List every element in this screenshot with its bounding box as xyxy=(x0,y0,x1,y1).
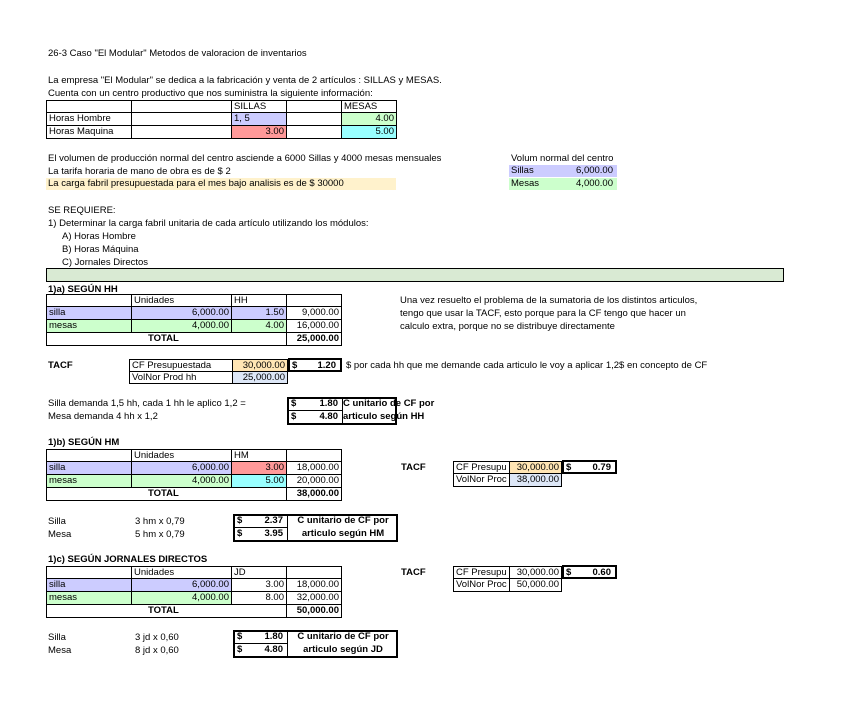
hm-res-label-1: C unitario de CF por xyxy=(297,515,389,526)
hh-vol-label: VolNor Prod hh xyxy=(129,371,233,384)
hh-tacf-note: $ por cada hh que me demande cada articulo le voy a aplicar 1,2$ en concepto de CF xyxy=(346,360,708,371)
jd-total-label: TOTAL xyxy=(148,605,179,616)
hm-header-unidades: Unidades xyxy=(131,449,232,462)
volumen-header: Volum normal del centro xyxy=(511,153,614,164)
hm-row-label: silla xyxy=(46,461,132,475)
info-hm-sillas: 3.00 xyxy=(231,125,287,139)
hm-tacf-currency: $ xyxy=(566,462,572,473)
hm-calc-label-2: Mesa xyxy=(48,529,72,540)
hh-total-label: TOTAL xyxy=(148,333,179,344)
requirement-c: C) Jornales Directos xyxy=(62,257,149,268)
jd-row-unidades: 4,000.00 xyxy=(131,591,232,605)
jd-calc-expr-1: 3 jd x 0,60 xyxy=(135,632,179,643)
jd-row-total: 32,000.00 xyxy=(286,591,342,605)
hh-row-label: silla xyxy=(46,306,132,320)
hh-cf-label: CF Presupuestada xyxy=(129,359,233,372)
hm-vol-label: VolNor Proc xyxy=(453,473,510,487)
hh-note-2: tengo que usar la TACF, esto porque para la CF tengo que hacer un xyxy=(400,308,686,319)
hm-cf-label: CF Presupu xyxy=(453,461,510,474)
hh-vol-value: 25,000.00 xyxy=(232,371,288,384)
hh-cf-value: 30,000.00 xyxy=(232,359,288,372)
jd-row-label: silla xyxy=(46,578,132,592)
requirement-b: B) Horas Máquina xyxy=(62,244,139,255)
info-blank-cell xyxy=(131,112,232,126)
hm-tacf-label: TACF xyxy=(401,462,426,473)
jd-row-label: mesas xyxy=(46,591,132,605)
hm-calc-expr-1: 3 hm x 0,79 xyxy=(135,516,185,527)
hh-total-value: 25,000.00 xyxy=(286,332,342,346)
intro-line-1: La empresa "El Modular" se dedica a la fabricación y venta de 2 artículos : SILLAS y MESAS. xyxy=(48,75,442,86)
jd-total-value: 50,000.00 xyxy=(286,604,342,618)
hh-row-factor: 4.00 xyxy=(231,319,287,333)
section-jd-title: 1)c) SEGÚN JORNALES DIRECTOS xyxy=(48,554,208,565)
jd-res-1: 1.80 xyxy=(264,631,283,642)
info-header-sillas: SILLAS xyxy=(231,100,287,113)
hm-tacf-value: 0.79 xyxy=(592,462,611,473)
hm-vol-value: 38,000.00 xyxy=(509,473,562,487)
jd-res-currency-1: $ xyxy=(237,631,243,642)
hm-res-label-2: articulo según HM xyxy=(301,528,385,539)
hm-calc-expr-2: 5 hm x 0,79 xyxy=(135,529,185,540)
hh-row-total: 9,000.00 xyxy=(286,306,342,320)
jd-tacf-result xyxy=(562,565,617,579)
jd-cf-label: CF Presupu xyxy=(453,566,510,579)
info-blank-cell xyxy=(286,125,342,139)
info-header-mesas: MESAS xyxy=(341,100,397,113)
hm-total-label: TOTAL xyxy=(148,488,179,499)
jd-header-factor: JD xyxy=(231,566,287,579)
hm-row-total: 20,000.00 xyxy=(286,474,342,488)
hm-res-2: 3.95 xyxy=(264,528,283,539)
volumen-mesas-label: Mesas xyxy=(509,178,563,190)
hh-calc-1: Silla demanda 1,5 hh, cada 1 hh le aplico 1,2 = xyxy=(48,398,246,409)
hh-tacf-result xyxy=(288,358,342,372)
jd-res-currency-2: $ xyxy=(237,644,243,655)
hm-total-value: 38,000.00 xyxy=(286,487,342,501)
hh-res-1: 1.80 xyxy=(319,398,338,409)
jd-tacf-currency: $ xyxy=(566,567,572,578)
hm-row-total: 18,000.00 xyxy=(286,461,342,475)
jd-calc-label-1: Silla xyxy=(48,632,66,643)
jd-res-label-1: C unitario de CF por xyxy=(297,631,389,642)
hh-res-2: 4.80 xyxy=(319,411,338,422)
hm-header-factor: HM xyxy=(231,449,287,462)
hh-tacf-currency: $ xyxy=(292,360,298,371)
hh-tacf-value: 1.20 xyxy=(317,360,336,371)
info-blank-cell xyxy=(131,125,232,139)
requirements-line: 1) Determinar la carga fabril unitaria de cada artículo utilizando los módulos: xyxy=(48,218,369,229)
volumen-mesas-value: 4,000.00 xyxy=(563,178,617,190)
intro-line-2: Cuenta con un centro productivo que nos suministra la siguiente información: xyxy=(48,88,373,99)
hm-row-unidades: 6,000.00 xyxy=(131,461,232,475)
jd-header-unidades: Unidades xyxy=(131,566,232,579)
hh-row-unidades: 4,000.00 xyxy=(131,319,232,333)
hh-row-factor: 1.50 xyxy=(231,306,287,320)
info-row-label: Horas Hombre xyxy=(46,112,132,126)
section-separator xyxy=(46,268,784,282)
hh-row-label: mesas xyxy=(46,319,132,333)
info-hh-sillas: 1, 5 xyxy=(231,112,287,126)
hm-row-factor: 5.00 xyxy=(231,474,287,488)
jd-calc-label-2: Mesa xyxy=(48,645,72,656)
statement-tarifa: La tarifa horaria de mano de obra es de $ 2 xyxy=(48,166,231,177)
info-blank-cell xyxy=(286,112,342,126)
jd-row-total: 18,000.00 xyxy=(286,578,342,592)
hh-row-total: 16,000.00 xyxy=(286,319,342,333)
document-title: 26-3 Caso "El Modular" Metodos de valoracion de inventarios xyxy=(48,48,307,59)
hm-res-currency-1: $ xyxy=(237,515,243,526)
section-hm-title: 1)b) SEGÚN HM xyxy=(48,437,120,448)
jd-cf-value: 30,000.00 xyxy=(509,566,562,579)
jd-calc-expr-2: 8 jd x 0,60 xyxy=(135,645,179,656)
info-hh-mesas: 4.00 xyxy=(341,112,397,126)
statement-volume: El volumen de producción normal del centro asciende a 6000 Sillas y 4000 mesas mensuales xyxy=(48,153,442,164)
volumen-sillas-value: 6,000.00 xyxy=(563,165,617,177)
jd-res-label-2: articulo según JD xyxy=(303,644,383,655)
volumen-sillas-label: Sillas xyxy=(509,165,563,177)
hh-header-factor: HH xyxy=(231,294,287,307)
requirement-a: A) Horas Hombre xyxy=(62,231,136,242)
hm-cf-value: 30,000.00 xyxy=(509,461,562,474)
hh-row-unidades: 6,000.00 xyxy=(131,306,232,320)
hh-res-label-1: C unitario de CF por xyxy=(343,398,435,409)
section-hh-title: 1)a) SEGÚN HH xyxy=(48,284,118,295)
info-hm-mesas: 5.00 xyxy=(341,125,397,139)
jd-tacf-value: 0.60 xyxy=(592,567,611,578)
hm-res-1: 2.37 xyxy=(264,515,283,526)
jd-row-unidades: 6,000.00 xyxy=(131,578,232,592)
hm-res-currency-2: $ xyxy=(237,528,243,539)
jd-vol-value: 50,000.00 xyxy=(509,578,562,592)
requirements-header: SE REQUIERE: xyxy=(48,205,116,216)
hh-note-1: Una vez resuelto el problema de la sumatoria de los distintos articulos, xyxy=(400,295,698,306)
jd-tacf-label: TACF xyxy=(401,567,426,578)
hh-res-label-2: articulo según HH xyxy=(343,411,425,422)
hm-calc-label-1: Silla xyxy=(48,516,66,527)
hm-row-unidades: 4,000.00 xyxy=(131,474,232,488)
hm-row-label: mesas xyxy=(46,474,132,488)
statement-carga-fabril: La carga fabril presupuestada para el mes bajo analisis es de $ 30000 xyxy=(46,178,396,190)
jd-vol-label: VolNor Proc xyxy=(453,578,510,592)
info-row-label: Horas Maquina xyxy=(46,125,132,139)
hh-res-currency-2: $ xyxy=(291,411,297,422)
hh-note-3: calculo extra, porque no se distribuye directamente xyxy=(400,321,615,332)
hm-tacf-result xyxy=(562,460,617,474)
hh-calc-2: Mesa demanda 4 hh x 1,2 xyxy=(48,411,158,422)
hm-row-factor: 3.00 xyxy=(231,461,287,475)
hh-header-unidades: Unidades xyxy=(131,294,232,307)
jd-row-factor: 3.00 xyxy=(231,578,287,592)
jd-res-2: 4.80 xyxy=(264,644,283,655)
jd-row-factor: 8.00 xyxy=(231,591,287,605)
hh-res-currency-1: $ xyxy=(291,398,297,409)
hh-tacf-label: TACF xyxy=(48,360,73,371)
